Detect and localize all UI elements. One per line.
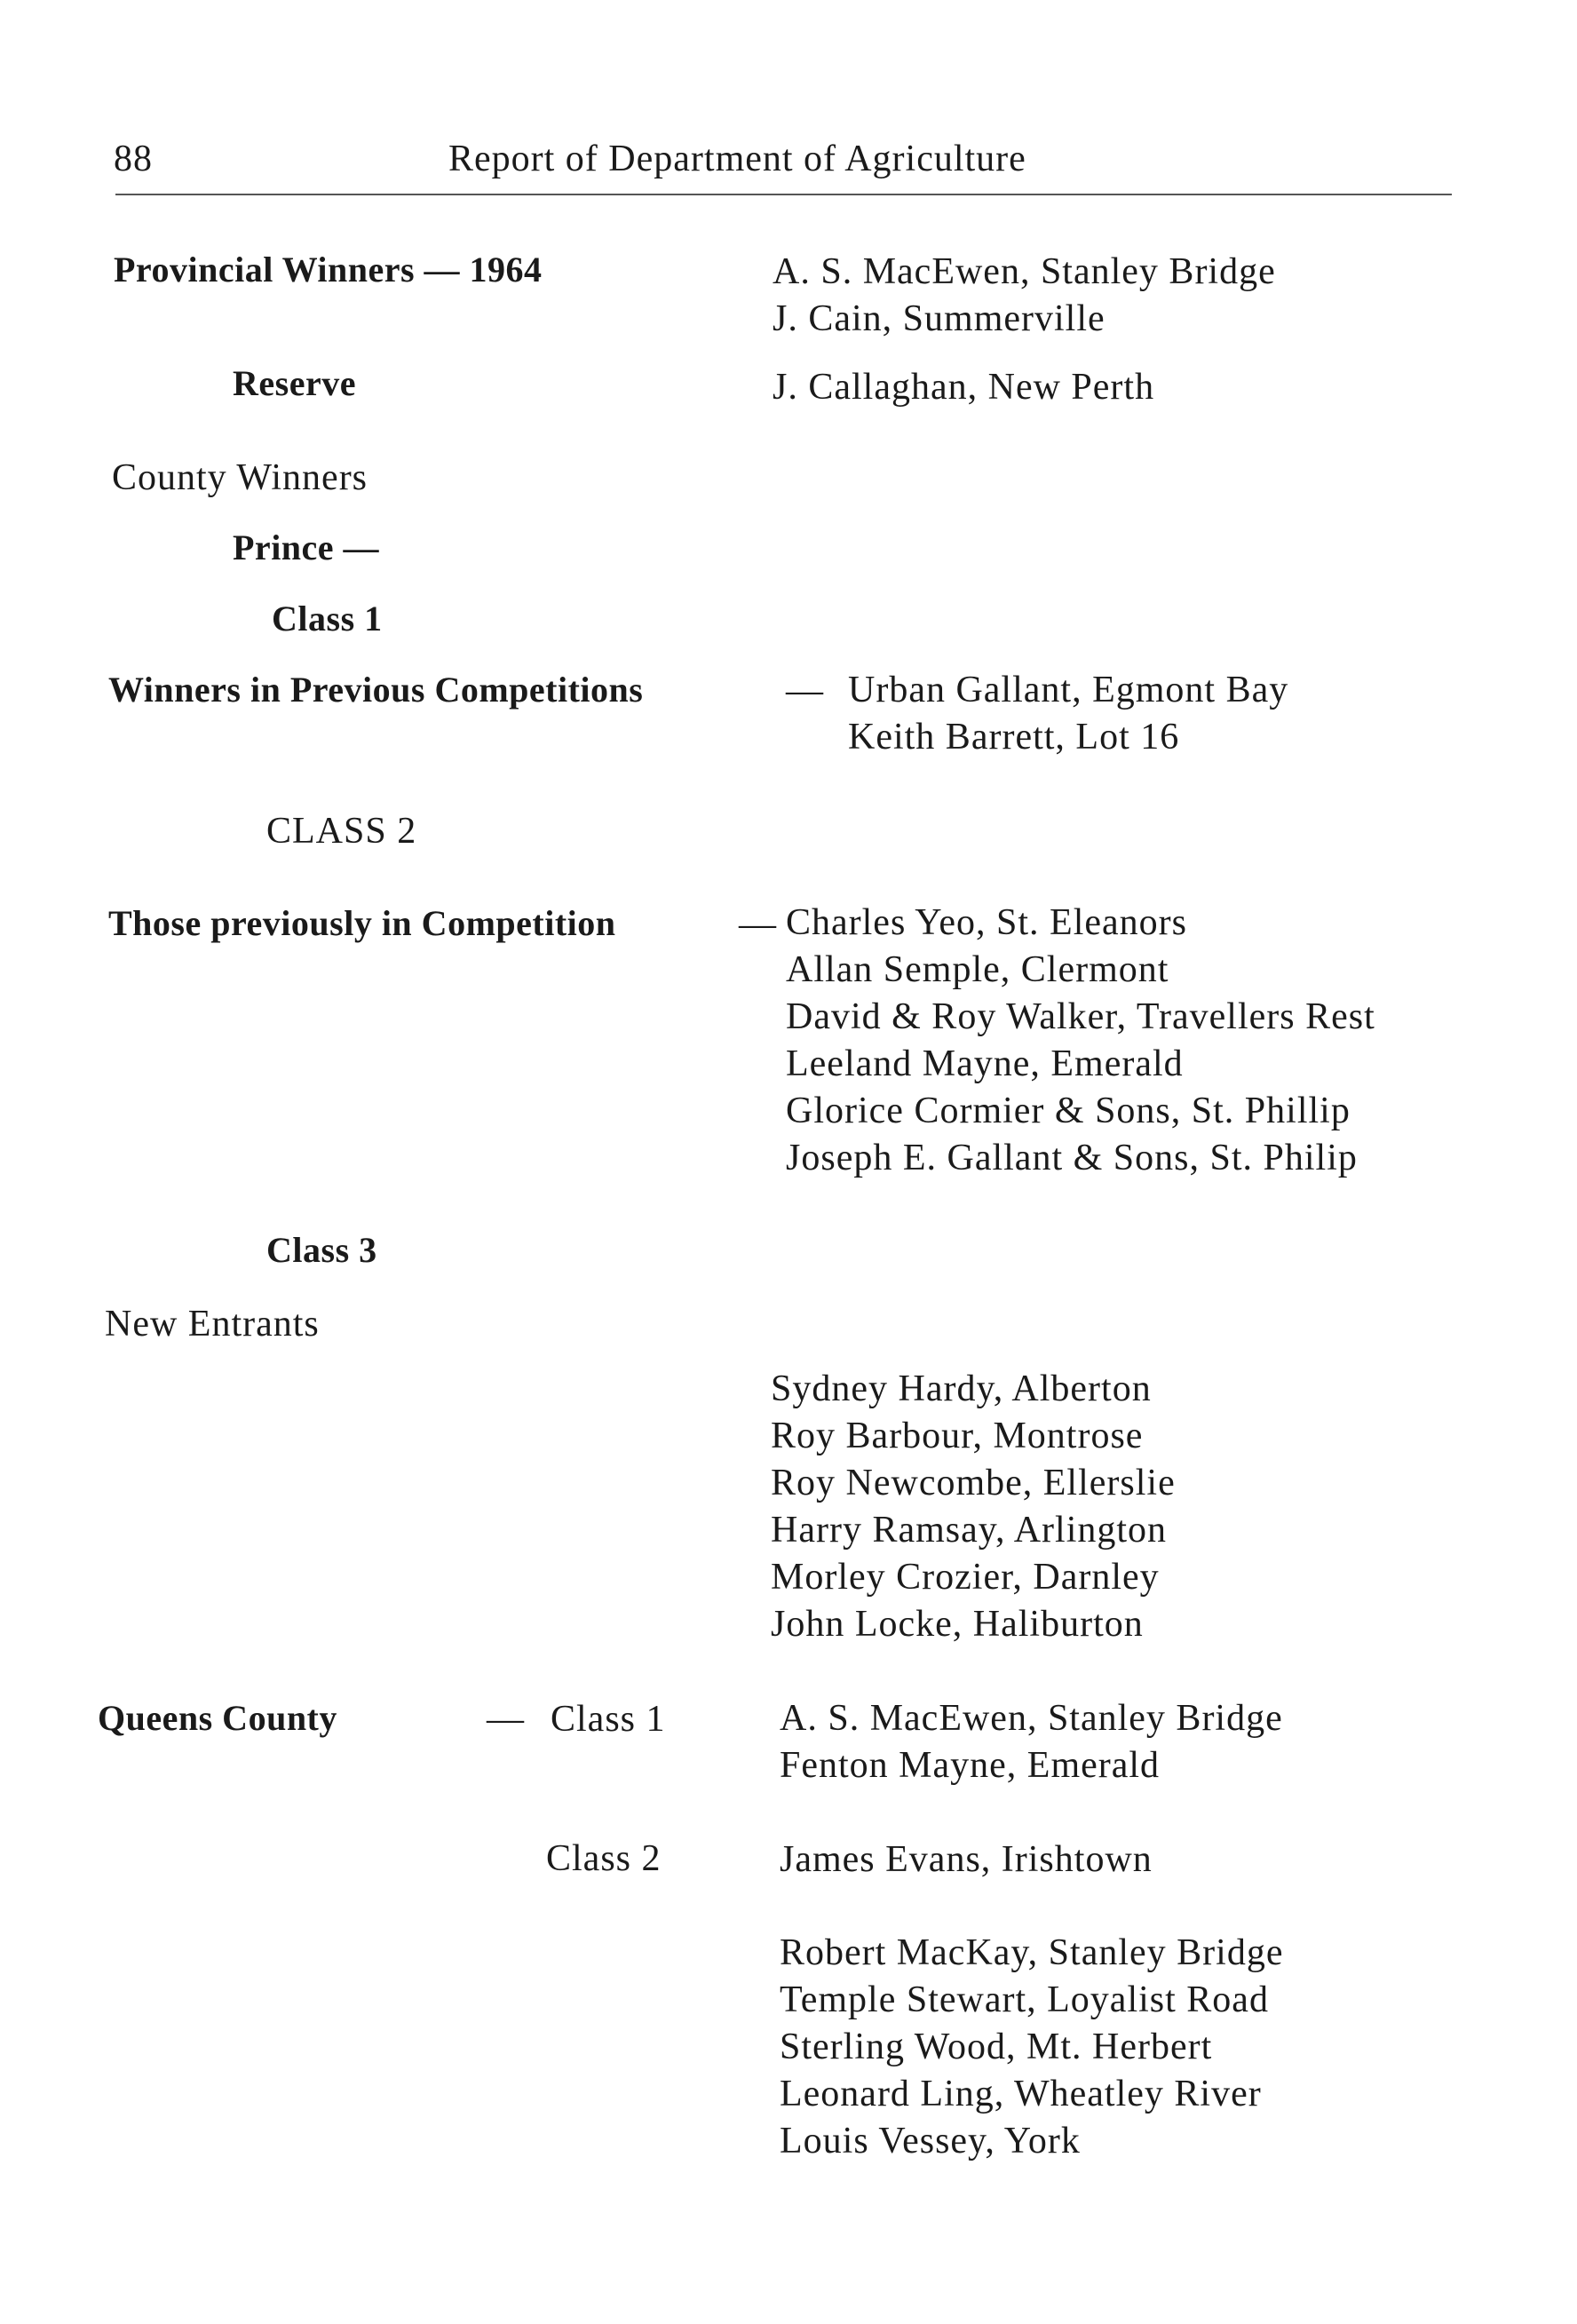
previous-competitions-label: Winners in Previous Competitions [108, 670, 644, 710]
list-item: Glorice Cormier & Sons, St. Phillip [786, 1091, 1351, 1131]
queens-class2-label: Class 2 [546, 1838, 662, 1879]
those-previously-label: Those previously in Competition [108, 903, 616, 943]
county-winners-label: County Winners [112, 457, 368, 498]
list-item: David & Roy Walker, Travellers Rest [786, 996, 1375, 1037]
list-item: Temple Stewart, Loyalist Road [780, 1979, 1269, 2020]
list-item: Urban Gallant, Egmont Bay [848, 670, 1289, 710]
list-item: Leonard Ling, Wheatley River [780, 2074, 1262, 2114]
queens-county-label: Queens County [98, 1698, 337, 1738]
list-item: John Locke, Haliburton [771, 1604, 1144, 1645]
list-item: J. Cain, Summerville [773, 298, 1105, 339]
page-header-title: Report of Department of Agriculture [448, 139, 1026, 179]
list-item: Keith Barrett, Lot 16 [848, 717, 1180, 757]
new-entrants-list [771, 1366, 1176, 1648]
list-item: Sterling Wood, Mt. Herbert [780, 2027, 1213, 2067]
list-item: Fenton Mayne, Emerald [780, 1745, 1161, 1786]
provincial-winners-list [773, 249, 1276, 343]
list-item: Louis Vessey, York [780, 2121, 1081, 2161]
list-item: Roy Barbour, Montrose [771, 1416, 1144, 1456]
list-item: Robert MacKay, Stanley Bridge [780, 1932, 1284, 1973]
those-names-list [786, 900, 1375, 1182]
list-item: Morley Crozier, Darnley [771, 1557, 1160, 1598]
provincial-winners-label: Provincial Winners — 1964 [114, 250, 543, 290]
list-item: Sydney Hardy, Alberton [771, 1368, 1152, 1409]
previous-dash: — [786, 670, 824, 711]
list-item: Harry Ramsay, Arlington [771, 1510, 1168, 1551]
queens-class2-first: James Evans, Irishtown [780, 1839, 1153, 1880]
header-rule [115, 194, 1452, 195]
reserve-label: Reserve [233, 363, 356, 403]
list-item: Leeland Mayne, Emerald [786, 1043, 1184, 1084]
prince-class1-label: Class 1 [272, 599, 383, 639]
those-dash: — [739, 904, 777, 945]
new-entrants-label: New Entrants [105, 1304, 320, 1344]
list-item: Allan Semple, Clermont [786, 949, 1169, 990]
list-item: A. S. MacEwen, Stanley Bridge [773, 251, 1276, 292]
page-number: 88 [114, 139, 153, 179]
queens-class2-list [780, 1930, 1283, 2165]
previous-names-list [848, 667, 1288, 761]
queens-dash: — [487, 1699, 525, 1740]
list-item: Joseph E. Gallant & Sons, St. Philip [786, 1138, 1358, 1178]
list-item: Charles Yeo, St. Eleanors [786, 902, 1187, 943]
class3-label: Class 3 [266, 1230, 377, 1270]
reserve-name: J. Callaghan, New Perth [773, 367, 1155, 408]
list-item: A. S. MacEwen, Stanley Bridge [780, 1698, 1283, 1739]
queens-class1-label: Class 1 [551, 1699, 666, 1740]
class2-label: CLASS 2 [266, 811, 417, 852]
queens-class1-list [780, 1695, 1283, 1789]
list-item: Roy Newcombe, Ellerslie [771, 1463, 1176, 1503]
prince-label: Prince — [233, 527, 380, 567]
